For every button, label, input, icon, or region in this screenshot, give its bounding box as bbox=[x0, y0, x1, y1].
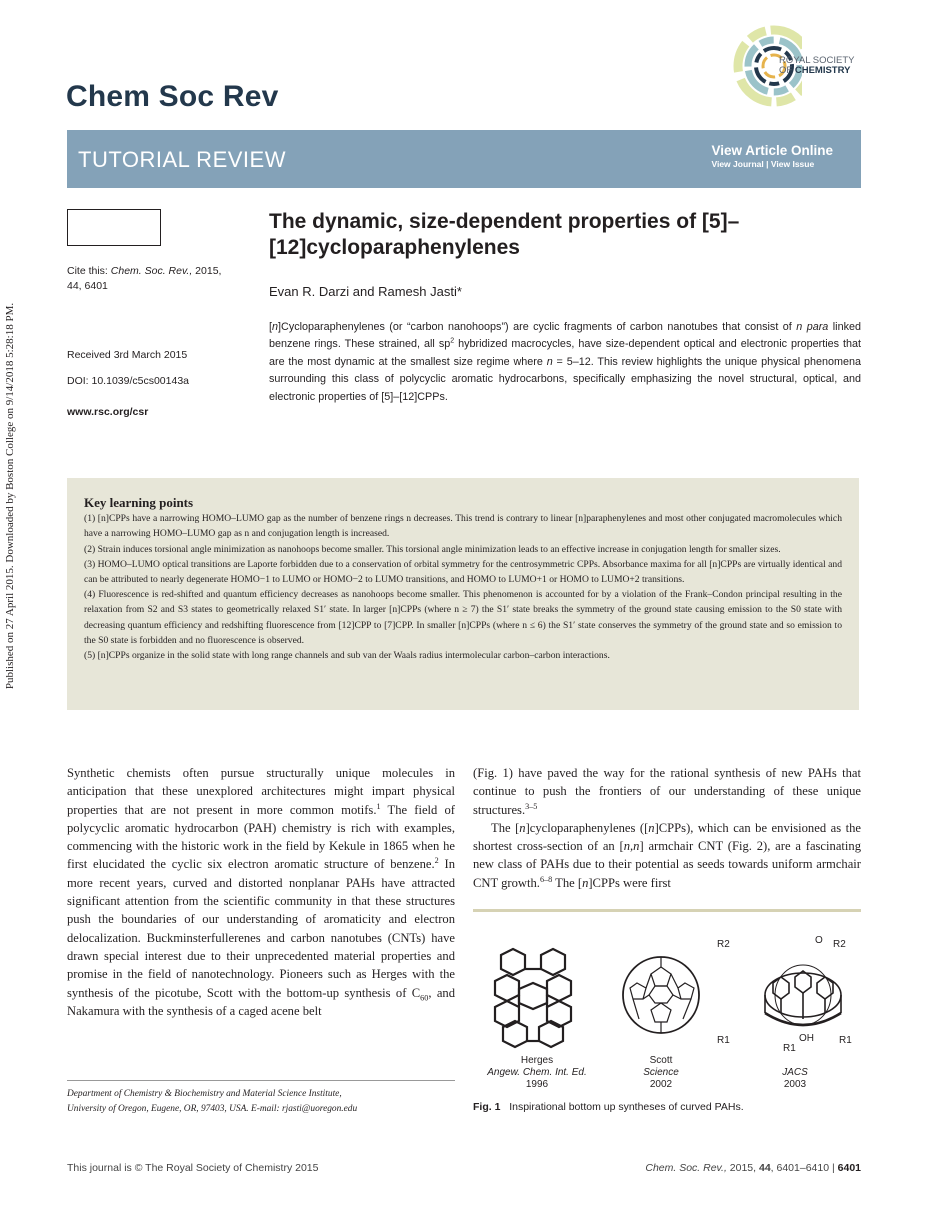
abstract-text: ]Cycloparaphenylenes (or “carbon nanohoops”) are cyclic fragments of carbon nanotubes that consist of bbox=[278, 321, 797, 333]
abstract-text: = 5–12. This review highlights the unique physical phenomena surrounding this class of polycyclic aromatic hydrocarbons, specifically emphasizing the novel structural, optical, and electronic properties of [5]–[12]CPPs. bbox=[269, 355, 861, 403]
copyright-footer: This journal is © The Royal Society of Chemistry 2015 bbox=[67, 1162, 319, 1174]
fig-o-label: O bbox=[815, 935, 823, 946]
italic-n: n bbox=[648, 820, 655, 835]
fig-r1-label: R1 bbox=[839, 1035, 852, 1046]
key-learning-points-title: Key learning points bbox=[84, 495, 194, 510]
footnote-divider bbox=[67, 1080, 455, 1081]
label-year: 2002 bbox=[649, 1079, 673, 1090]
footer-volume: 44 bbox=[758, 1162, 771, 1174]
body-text: The field of polycyclic aromatic hydrocarbon (PAH) chemistry is rich with examples, commencing with the historic work in the field by Kekule in 1865 when he first elucidated the cyclic six electron aromatic structure of benzene. bbox=[67, 802, 455, 872]
footer-separator: | bbox=[829, 1162, 838, 1174]
label-journal: Science bbox=[643, 1067, 679, 1078]
italic-n: n,n bbox=[623, 839, 640, 854]
journal-website-link[interactable]: www.rsc.org/csr bbox=[67, 406, 149, 418]
body-text: In more recent years, curved and distorted nonplanar PAHs have attracted significant attention from the scientific community in that these structures push the boundaries of our understanding of aromaticity and electron delocalization. Buckminsterfullerenes and carbon nanotubes (CNTs) have drawn special interest due to their unprecedented material properties and promise in the field of nanotechnology. Pioneers such as Herges with the synthesis of the picotube, Scott with the bottom-up synthesis of C bbox=[67, 857, 455, 1000]
rsc-logo-text bbox=[779, 56, 855, 76]
italic-n: n bbox=[582, 875, 589, 890]
reference-link[interactable]: 2 bbox=[434, 856, 439, 866]
abstract-text: linked benzene rings. These strained, all sp bbox=[269, 321, 861, 351]
affiliation-footnote bbox=[67, 1087, 455, 1116]
article-title: The dynamic, size-dependent properties of [5]–[12]cycloparaphenylenes bbox=[269, 210, 740, 259]
article-type-banner bbox=[67, 130, 861, 188]
body-text: The [ bbox=[552, 875, 583, 890]
cite-journal: Chem. Soc. Rev., bbox=[110, 265, 193, 277]
abstract-italic: n bbox=[546, 355, 553, 368]
abstract-text: hybridized macrocycles, have size-dependent optical and electronic properties that are the most dynamic at the smallest size regime where bbox=[269, 338, 861, 368]
label-year: 2003 bbox=[783, 1079, 807, 1090]
body-right-column bbox=[473, 764, 861, 892]
label-author: Herges bbox=[520, 1055, 554, 1066]
label-journal: Angew. Chem. Int. Ed. bbox=[487, 1067, 587, 1078]
footer-pages: , 6401–6410 bbox=[770, 1162, 830, 1174]
picotube-structure-image bbox=[489, 945, 577, 1049]
body-text: ]CPPs), which can be envisioned as the shortest cross-section of an [ bbox=[473, 820, 861, 854]
fig-oh-label: OH bbox=[799, 1033, 814, 1044]
page-footer bbox=[645, 1162, 861, 1174]
reference-link[interactable]: 3–5 bbox=[525, 801, 538, 811]
affiliation-line: University of Oregon, Eugene, OR, 97403, USA. E-mail: rjasti@uoregon.edu bbox=[67, 1103, 358, 1114]
figure-1[interactable] bbox=[473, 925, 861, 1095]
rsc-logo[interactable] bbox=[732, 24, 864, 112]
body-left-column bbox=[67, 764, 455, 1020]
abstract-text: [ bbox=[269, 321, 272, 333]
view-article-online-link[interactable]: View Article Online bbox=[711, 143, 833, 158]
footer-journal: Chem. Soc. Rev., bbox=[645, 1162, 727, 1174]
body-text: ]CPPs were first bbox=[588, 875, 671, 890]
view-issue-link[interactable]: View Issue bbox=[770, 159, 815, 169]
fig-r1-label: R1 bbox=[717, 1035, 730, 1046]
key-learning-points-box bbox=[67, 478, 859, 710]
body-text: ] armchair CNT (Fig. 2), are a fascinating new class of PAHs due to their potential as seeds towards uniform armchair CNT growth. bbox=[473, 839, 861, 890]
body-text: Synthetic chemists often pursue structurally unique molecules in anticipation that these unexplored architectures might impart physical properties that are not present in more common motifs. bbox=[67, 766, 455, 817]
article-type: TUTORIAL REVIEW bbox=[78, 147, 286, 172]
buckyball-structure-image bbox=[619, 943, 703, 1047]
abstract-italic: n bbox=[272, 321, 279, 333]
received-date: Received 3rd March 2015 bbox=[67, 349, 188, 361]
body-text: , and Nakamura with the synthesis of a caged acene belt bbox=[67, 985, 455, 1018]
subscript: 60 bbox=[420, 993, 429, 1003]
download-notice: Published on 27 April 2015. Downloaded by Boston College on 9/14/2018 5:28:18 PM. bbox=[4, 302, 16, 690]
body-text: ]cycloparaphenylenes ([ bbox=[525, 820, 649, 835]
placeholder-box bbox=[67, 209, 161, 246]
cite-label: Cite this: bbox=[67, 265, 111, 277]
italic-n: n bbox=[519, 820, 526, 835]
label-author: Scott bbox=[649, 1055, 673, 1066]
page-number: 6401 bbox=[837, 1162, 861, 1174]
cite-year: 2015, bbox=[192, 265, 222, 277]
view-links bbox=[711, 143, 833, 169]
nanobelt-structure-image bbox=[751, 937, 855, 1047]
cite-volume: 44, 6401 bbox=[67, 280, 108, 292]
logo-line2-prefix: OF bbox=[779, 65, 795, 76]
key-point-2: (2) Strain induces torsional angle minimization as nanohoops become smaller. This torsional angle minimization leads to an effective increase in conjugation length for smaller sizes. bbox=[84, 543, 781, 555]
figure-caption bbox=[473, 1101, 744, 1113]
abstract-superscript: 2 bbox=[450, 337, 455, 345]
key-point-5: (5) [n]CPPs organize in the solid state with long range channels and sub van der Waals radius intermolecular carbon–carbon interactions. bbox=[84, 650, 610, 662]
affiliation-line: Department of Chemistry & Biochemistry and Material Science Institute, bbox=[67, 1089, 342, 1099]
figure-label-nakamura bbox=[765, 1067, 825, 1091]
body-text: (Fig. 1) have paved the way for the rational synthesis of new PAHs that continue to push the frontiers of our understanding of these unique structures. bbox=[473, 766, 861, 817]
doi[interactable]: DOI: 10.1039/c5cs00143a bbox=[67, 375, 190, 387]
figure-top-rule bbox=[473, 909, 861, 912]
fig-r1-label: R1 bbox=[783, 1043, 796, 1054]
figure-caption-label: Fig. 1 bbox=[473, 1101, 501, 1113]
reference-link[interactable]: 1 bbox=[376, 801, 381, 811]
reference-link[interactable]: 6–8 bbox=[539, 874, 553, 884]
body-text: The [ bbox=[491, 820, 520, 835]
label-journal: JACS bbox=[782, 1067, 808, 1078]
footer-year: 2015, bbox=[726, 1162, 759, 1174]
figure-label-herges bbox=[469, 1055, 605, 1091]
figure-label-scott bbox=[621, 1055, 701, 1091]
abstract bbox=[269, 319, 861, 406]
key-point-1: (1) [n]CPPs have a narrowing HOMO–LUMO gap as the number of benzene rings n decreases. This trend is contrary to linear [n]paraphenylenes and most other conjugated macromolecules which have a narrowing HOMO–LUMO gap as n and conjugation length is increased. bbox=[84, 513, 842, 540]
figure-caption-text: Inspirational bottom up syntheses of curved PAHs. bbox=[509, 1101, 744, 1113]
logo-line2-strong: CHEMISTRY bbox=[794, 65, 851, 76]
authors: Evan R. Darzi and Ramesh Jasti* bbox=[269, 284, 462, 299]
abstract-italic: n para bbox=[796, 321, 829, 333]
journal-title[interactable]: Chem Soc Rev bbox=[66, 80, 279, 113]
key-point-4: (4) Fluorescence is red-shifted and quantum efficiency decreases as nanohoops become smaller. This phenomenon is accounted for by a violation of the Frank–Condon principal resulting in the relaxation from S2 and S3 states to geometrically relaxed S1′ state. In larger [n]CPPs (where n ≥ 7) the S1′ state breaks the symmetry of the ground state causing emission to the S0 state with decreasing quantum efficiency and redshifting fluorescence from [12]CPP to [7]CPP. In smaller [n]CPPs (where n ≤ 6) the S1′ state conserves the symmetry of the ground state and so emission to the S0 state is forbidden and no fluorescence is observed. bbox=[84, 589, 842, 646]
label-year: 1996 bbox=[525, 1079, 549, 1090]
fig-r2-label: R2 bbox=[833, 939, 846, 950]
fig-r2-label: R2 bbox=[717, 939, 730, 950]
link-separator: | bbox=[766, 159, 769, 169]
citation bbox=[67, 264, 221, 294]
key-point-3: (3) HOMO–LUMO optical transitions are Laporte forbidden due to a conservation of orbital symmetry for the centrosymmetric CPPs. Absorbance maxima for all [n]CPPs are virtually identical and can be attributed to nearly degenerate HOMO−1 to LUMO or HOMO−2 to LUMO transitions, and HOMO to LUMO+1 or HOMO to LUMO+2 transitions. bbox=[84, 558, 842, 586]
view-journal-link[interactable]: View Journal bbox=[711, 159, 764, 169]
logo-line1: ROYAL SOCIETY bbox=[779, 55, 855, 66]
